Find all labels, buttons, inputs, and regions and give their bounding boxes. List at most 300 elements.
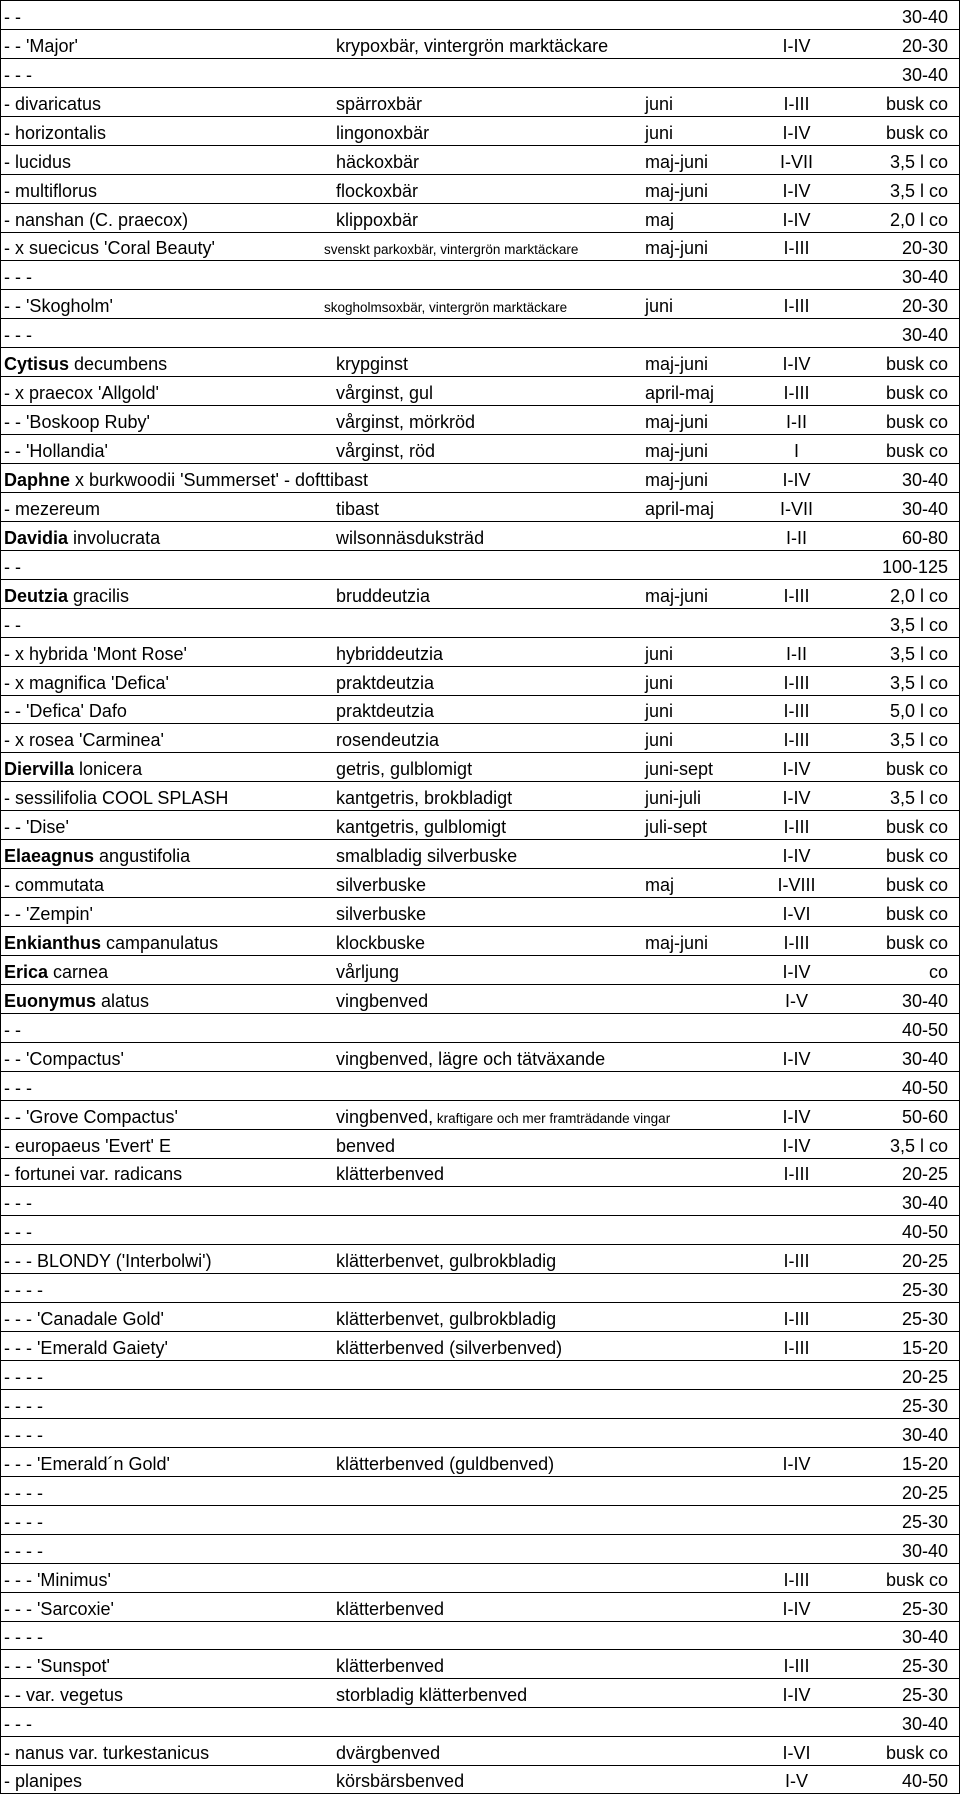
zone-cell: I-V (784, 990, 808, 1011)
row-prefix: - (4, 875, 15, 896)
table-row (1, 897, 959, 926)
row-prefix: - - - (4, 64, 32, 85)
swedish-name: krypoxbär, vintergrön marktäckare (336, 35, 609, 56)
row-prefix: - (4, 383, 15, 404)
latin-name-cell (1, 962, 336, 984)
row-prefix: - - - - (4, 1540, 43, 1561)
swedish-name-cell (336, 1136, 645, 1158)
species-name: x praecox 'Allgold' (15, 383, 159, 404)
swedish-name-cell (336, 210, 645, 232)
size-cell: 30-40 (901, 990, 948, 1011)
flowering-time-cell (645, 1446, 749, 1447)
table-row (1, 463, 959, 492)
swedish-name: häckoxbär (336, 151, 420, 172)
swedish-name-cell (336, 36, 645, 58)
flowering-time-cell (645, 1591, 749, 1592)
swedish-name-cell (336, 1446, 645, 1447)
species-name: nanus var. turkestanicus (15, 1743, 210, 1764)
flowering-time-cell (645, 578, 749, 579)
table-row (1, 174, 959, 203)
size-cell: busk co (885, 932, 948, 953)
size-cell: 50-60 (901, 1106, 948, 1127)
latin-name-cell (1, 36, 336, 58)
zone-cell (749, 1648, 844, 1649)
species-name: x rosea 'Carminea' (15, 730, 164, 751)
table-row (1, 1476, 959, 1505)
swedish-name-cell (336, 578, 645, 579)
zone-cell (749, 636, 844, 637)
species-name: 'Defica' Dafo (26, 701, 127, 722)
zone-cell (749, 1735, 844, 1736)
table-row (1, 752, 959, 781)
size-cell: 3,5 l co (889, 180, 948, 201)
flowering-time-cell: juni (645, 122, 674, 143)
row-prefix: - (4, 672, 15, 693)
size-cell: busk co (885, 93, 948, 114)
size-cell: 40-50 (901, 1222, 948, 1243)
species-name: 'Compactus' (26, 1048, 124, 1069)
swedish-name-cell (336, 759, 645, 781)
swedish-name: storbladig klätterbenved (336, 1685, 528, 1706)
genus-name: Enkianthus (4, 932, 102, 953)
size-cell: 30-40 (901, 64, 948, 85)
row-prefix: - - (4, 904, 26, 924)
zone-cell: I-VIII (777, 875, 816, 896)
table-row (1, 1678, 959, 1707)
species-name: x suecicus 'Coral Beauty' (15, 238, 215, 259)
swedish-name: kantgetris, brokbladigt (336, 788, 513, 809)
swedish-name-cell (336, 412, 645, 434)
genus-name: Cytisus (4, 354, 70, 375)
zone-cell: I-IV (782, 788, 811, 809)
latin-name-cell (1, 1020, 336, 1042)
flowering-time-cell (645, 636, 749, 637)
size-cell: 30-40 (901, 1540, 948, 1561)
zone-cell (749, 1099, 844, 1100)
species-name: angustifolia (94, 846, 191, 867)
table-row (1, 1273, 959, 1302)
row-prefix: - (4, 498, 15, 519)
swedish-name: vingbenved (336, 990, 429, 1011)
table-row (1, 203, 959, 232)
zone-cell: I-IV (782, 1598, 811, 1619)
latin-name-cell (1, 586, 336, 608)
zone-cell (749, 28, 844, 29)
table-row (1, 1186, 959, 1215)
table-row (1, 1042, 959, 1071)
flowering-time-cell (645, 1792, 749, 1793)
latin-name-cell (1, 730, 336, 752)
table-row (1, 1013, 959, 1042)
swedish-name: klätterbenved (336, 1164, 445, 1185)
species-name: var. vegetus (26, 1685, 124, 1706)
latin-name-cell (1, 1251, 336, 1273)
table-row (1, 666, 959, 695)
row-prefix: - - - (4, 1338, 37, 1359)
species-name: multiflorus (15, 180, 98, 201)
row-prefix: - (4, 238, 15, 259)
zone-cell: I-IV (782, 1685, 811, 1706)
size-cell: 25-30 (901, 1280, 948, 1301)
size-cell: co (928, 961, 948, 982)
swedish-name: spärroxbär (336, 93, 423, 114)
swedish-name: klätterbenved (silverbenved) (336, 1338, 563, 1359)
flowering-time-cell (645, 1359, 749, 1360)
swedish-name: smalbladig silverbuske (336, 846, 518, 867)
species-name: europaeus 'Evert' E (15, 1135, 171, 1156)
zone-cell: I-III (783, 701, 810, 722)
latin-name-cell (1, 1222, 336, 1244)
size-cell: busk co (885, 1569, 948, 1590)
species-name: involucrata (68, 527, 161, 548)
flowering-time-cell: maj-juni (645, 469, 709, 490)
flowering-time-cell: juli-sept (645, 817, 708, 838)
latin-name-cell (1, 1136, 336, 1158)
zone-cell: I-III (783, 1338, 810, 1359)
zone-cell (749, 1388, 844, 1389)
latin-name-cell (1, 1743, 336, 1765)
table-row (1, 984, 959, 1013)
latin-name-cell (1, 1425, 336, 1447)
table-row (1, 550, 959, 579)
flowering-time-cell (645, 1243, 749, 1244)
table-row (1, 1649, 959, 1678)
swedish-name-cell (336, 491, 645, 492)
swedish-name-cell (336, 1388, 645, 1389)
species-name: campanulatus (101, 932, 219, 953)
species-name: 'Boskoop Ruby' (26, 412, 150, 433)
flowering-time-cell (645, 1504, 749, 1505)
row-prefix: - - (4, 556, 21, 577)
species-name: alatus (96, 990, 150, 1011)
table-row (1, 1071, 959, 1100)
latin-name-cell (1, 557, 336, 579)
table-row (1, 955, 959, 984)
table-row (1, 232, 959, 261)
swedish-name: körsbärsbenved (336, 1771, 465, 1792)
table-row (1, 58, 959, 87)
size-cell: 30-40 (901, 1048, 948, 1069)
size-cell: 30-40 (901, 1714, 948, 1735)
latin-name-cell (1, 1107, 336, 1129)
latin-name-cell (1, 673, 336, 695)
swedish-name: krypginst (336, 354, 409, 375)
latin-name-cell (1, 788, 336, 810)
swedish-name: vårginst, mörkröd (336, 412, 476, 433)
size-cell: busk co (885, 846, 948, 867)
row-prefix: - - - (4, 1077, 32, 1098)
table-row (1, 116, 959, 145)
flowering-time-cell (645, 1099, 749, 1100)
zone-cell: I-III (783, 383, 810, 404)
table-row (1, 29, 959, 58)
flowering-time-cell: juni (645, 730, 674, 751)
swedish-name-cell (324, 296, 645, 318)
zone-cell: I-III (783, 932, 810, 953)
flowering-time-cell (645, 549, 749, 550)
flowering-time-cell (645, 1301, 749, 1302)
swedish-name-cell (336, 962, 645, 984)
row-prefix: - - - - (4, 1280, 43, 1301)
flowering-time-cell: april-maj (645, 498, 715, 519)
swedish-name-cell (336, 441, 645, 463)
latin-name-cell (1, 1714, 336, 1736)
species-name: nanshan (C. praecox) (15, 209, 189, 230)
species-name: gracilis (68, 585, 130, 606)
species-name: commutata (15, 875, 105, 896)
table-row (1, 347, 959, 376)
zone-cell: I-IV (782, 180, 811, 201)
size-cell: 20-30 (901, 296, 948, 317)
zone-cell: I-II (786, 527, 807, 548)
zone-cell (749, 1301, 844, 1302)
zone-cell: I-III (783, 296, 810, 317)
flowering-time-cell: juni (645, 643, 674, 664)
flowering-time-cell (645, 1012, 749, 1013)
swedish-name: vårginst, röd (336, 441, 436, 461)
latin-name-cell (1, 991, 336, 1013)
latin-name-cell (1, 469, 368, 492)
zone-cell (749, 1446, 844, 1447)
flowering-time-cell: maj-juni (645, 932, 709, 953)
row-prefix: - - - (4, 267, 32, 288)
swedish-name-cell (336, 730, 645, 752)
size-cell: 20-25 (901, 1482, 948, 1503)
genus-name: Daphne (4, 469, 71, 490)
size-cell: 30-40 (901, 6, 948, 27)
swedish-name-cell (336, 528, 645, 550)
size-cell: 30-40 (901, 1193, 948, 1214)
swedish-name-cell (336, 499, 645, 521)
table-row (1, 637, 959, 666)
flowering-time-cell (645, 1677, 749, 1678)
swedish-name-small: skogholmsoxbär, vintergrön marktäckare (324, 300, 568, 316)
flowering-time-cell (645, 1185, 749, 1186)
latin-name-cell (1, 1367, 336, 1389)
latin-name-cell (1, 528, 336, 550)
swedish-name: silverbuske (336, 904, 427, 924)
species-name: 'Sarcoxie' (37, 1598, 114, 1619)
genus-name: Deutzia (4, 585, 69, 606)
size-cell: 3,5 l co (889, 788, 948, 809)
zone-cell: I-IV (782, 122, 811, 143)
row-prefix: - (4, 1771, 15, 1792)
latin-name-cell (1, 354, 336, 376)
row-prefix: - - - (4, 1714, 32, 1735)
zone-cell: I-IV (782, 1106, 811, 1127)
zone-cell: I-III (783, 730, 810, 751)
row-prefix: - - - (4, 1222, 32, 1243)
row-prefix: - (4, 93, 15, 114)
row-prefix: - - (4, 817, 26, 838)
species-name: BLONDY ('Interbolwi') (37, 1251, 212, 1272)
zone-cell: I-III (783, 93, 810, 114)
species-name: 'Zempin' (26, 904, 93, 924)
swedish-name: klätterbenved (336, 1598, 445, 1619)
flowering-time-cell: juni (645, 296, 674, 317)
latin-name-cell (1, 1771, 336, 1793)
latin-name-cell (1, 267, 336, 289)
swedish-name: klätterbenved (336, 1656, 445, 1677)
size-cell: busk co (885, 354, 948, 375)
latin-name-cell (1, 412, 336, 434)
zone-cell: I-VII (779, 498, 813, 519)
zone-cell: I-III (783, 585, 810, 606)
species-name: mezereum (15, 498, 101, 519)
flowering-time-cell: maj-juni (645, 441, 709, 461)
row-prefix: - - - - (4, 1367, 43, 1387)
swedish-name-cell (336, 1099, 645, 1100)
latin-name-cell (1, 875, 336, 897)
zone-cell (749, 578, 844, 579)
swedish-name: kantgetris, gulblomigt (336, 817, 507, 838)
flowering-time-cell (645, 346, 749, 347)
flowering-time-cell (645, 1562, 749, 1563)
zone-cell: I-II (786, 412, 807, 433)
flowering-time-cell (645, 1417, 749, 1418)
swedish-name-cell (336, 1454, 645, 1476)
table-row (1, 608, 959, 637)
zone-cell (749, 1533, 844, 1534)
zone-cell: I-III (783, 238, 810, 259)
row-prefix: - (4, 122, 15, 143)
table-row (1, 1505, 959, 1534)
zone-cell: I-IV (782, 1135, 811, 1156)
swedish-name-cell (336, 1164, 645, 1186)
size-cell: 100-125 (881, 556, 948, 577)
flowering-time-cell (645, 925, 749, 926)
size-cell: busk co (885, 1743, 948, 1764)
size-cell: 3,5 l co (889, 672, 948, 693)
zone-cell (749, 346, 844, 347)
latin-name-cell (1, 238, 336, 260)
row-prefix: - - - - (4, 1482, 43, 1503)
size-cell: 25-30 (901, 1685, 948, 1706)
swedish-name: rosendeutzia (336, 730, 440, 751)
swedish-name: dvärgbenved (336, 1743, 441, 1764)
table-row (1, 405, 959, 434)
size-cell: 60-80 (901, 527, 948, 548)
genus-name: Euonymus (4, 990, 97, 1011)
genus-name: Davidia (4, 527, 69, 548)
zone-cell (749, 86, 844, 87)
size-cell: 15-20 (901, 1338, 948, 1359)
table-row (1, 1389, 959, 1418)
swedish-name-cell (336, 1504, 645, 1505)
flowering-time-cell: maj (645, 875, 675, 896)
size-cell: 30-40 (901, 325, 948, 346)
zone-cell: I-VI (782, 1743, 811, 1764)
flowering-time-cell (645, 1388, 749, 1389)
swedish-name: tibast (336, 498, 380, 519)
latin-name-cell (1, 1541, 336, 1563)
swedish-name-cell (336, 383, 645, 405)
zone-cell: I-IV (782, 1453, 811, 1474)
species-name: planipes (15, 1771, 83, 1792)
zone-cell: I-III (783, 672, 810, 693)
swedish-name-cell (336, 846, 645, 868)
row-prefix: - - - (4, 1569, 37, 1590)
latin-name-cell (1, 1627, 336, 1649)
zone-cell: I-IV (782, 961, 811, 982)
table-row (1, 579, 959, 608)
size-cell: 20-30 (901, 35, 948, 56)
latin-name-cell (1, 1656, 336, 1678)
row-prefix: - - (4, 412, 26, 433)
latin-name-cell (1, 1193, 336, 1215)
zone-cell: I (793, 441, 799, 461)
zone-cell: I-III (783, 817, 810, 838)
size-cell: busk co (885, 412, 948, 433)
swedish-name-cell (336, 1041, 645, 1042)
latin-name-cell (1, 181, 336, 203)
latin-name-cell (1, 1454, 336, 1476)
size-cell: 30-40 (901, 498, 948, 519)
table-row (1, 695, 959, 724)
flowering-time-cell (645, 1272, 749, 1273)
zone-cell: I-III (783, 1569, 810, 1590)
table-row (1, 145, 959, 174)
species-name: x magnifica 'Defica' (15, 672, 169, 693)
zone-cell: I-III (783, 1656, 810, 1677)
row-prefix: - - (4, 35, 26, 56)
size-cell: busk co (885, 441, 948, 461)
size-cell: 20-25 (901, 1164, 948, 1185)
zone-cell: I-III (783, 1309, 810, 1330)
row-prefix: - (4, 151, 15, 172)
flowering-time-cell (645, 288, 749, 289)
flowering-time-cell (645, 1533, 749, 1534)
flowering-time-cell (645, 1475, 749, 1476)
swedish-name: praktdeutzia (336, 672, 435, 693)
zone-cell (749, 288, 844, 289)
swedish-name-cell (336, 933, 645, 955)
zone-cell: I-IV (782, 759, 811, 780)
latin-name-cell (1, 1512, 336, 1534)
species-name: 'Grove Compactus' (26, 1106, 178, 1127)
latin-name-cell (1, 1164, 336, 1186)
size-cell: 30-40 (901, 267, 948, 288)
latin-name-cell (1, 499, 336, 521)
flowering-time-cell (645, 28, 749, 29)
swedish-name-cell (336, 991, 645, 1013)
species-name: 'Canadale Gold' (37, 1309, 164, 1330)
swedish-name-cell (336, 817, 645, 839)
table-row (1, 1215, 959, 1244)
table-row (1, 1563, 959, 1592)
latin-name-cell (1, 1049, 336, 1071)
zone-cell (749, 1041, 844, 1042)
row-prefix: - - - - (4, 1424, 43, 1445)
flowering-time-cell (645, 983, 749, 984)
zone-cell: I-IV (782, 846, 811, 867)
zone-cell: I-III (783, 1251, 810, 1272)
zone-cell: I-IV (782, 209, 811, 230)
swedish-name: wilsonnäsduksträd (336, 527, 485, 548)
size-cell: 25-30 (901, 1656, 948, 1677)
latin-name-cell (1, 296, 336, 318)
swedish-name-cell (336, 673, 645, 695)
swedish-name-cell (336, 1251, 645, 1273)
latin-name-cell (1, 1685, 336, 1707)
latin-name-cell (1, 904, 336, 926)
swedish-name-cell (336, 788, 645, 810)
swedish-name-cell (336, 1743, 645, 1765)
size-cell: busk co (885, 383, 948, 404)
latin-name-cell (1, 1570, 336, 1592)
table-row (1, 260, 959, 289)
zone-cell: I-V (784, 1771, 808, 1792)
